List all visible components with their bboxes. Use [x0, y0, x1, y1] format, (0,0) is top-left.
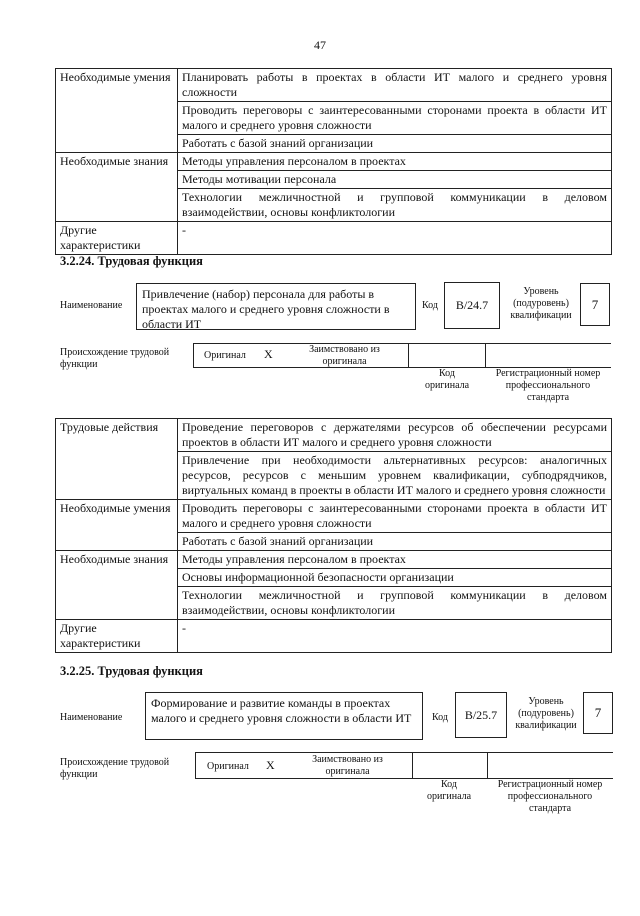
code-label: Код [432, 712, 448, 723]
original-code-caption: Код оригинала [426, 779, 472, 802]
table-row-label: Необходимые знания [56, 551, 178, 620]
code-label: Код [422, 300, 438, 311]
level-box: 7 [580, 283, 610, 326]
table-cell: Технологии межличностной и групповой коммуникации в деловом взаимодействии, основы конфликтологии [178, 189, 612, 222]
table-cell: Основы информационной безопасности организации [178, 569, 612, 587]
table-row-label: Трудовые действия [56, 419, 178, 500]
table-row-label: Другие характеристики [56, 222, 178, 255]
code-box: B/25.7 [455, 692, 507, 738]
page-number: 47 [314, 38, 326, 52]
borrowed-label: Заимствовано из оригинала [309, 344, 380, 367]
table-cell: Привлечение при необходимости альтернативных ресурсов: аналогичных ресурсов, ресурсов с меньшим уровнем квалификации, субподрядчиков, виртуальных команд в проекты в области ИТ малого и среднего уровня сложности [178, 452, 612, 500]
table-row-label: Необходимые умения [56, 69, 178, 153]
name-label: Наименование [60, 712, 123, 723]
level-label: Уровень (подуровень) квалификации [515, 696, 577, 731]
original-label: Оригинал [204, 350, 246, 361]
table-cell: Планировать работы в проектах в области ИТ малого и среднего уровня сложности [178, 69, 612, 102]
table-row-label: Другие характеристики [56, 620, 178, 653]
table-cell: Работать с базой знаний организации [178, 533, 612, 551]
table-cell: Методы управления персоналом в проектах [178, 153, 612, 171]
function-name-box: Формирование и развитие команды в проектах малого и среднего уровня сложности в области ИТ [145, 692, 423, 740]
table-row-label: Необходимые умения [56, 500, 178, 551]
table-cell: Методы мотивации персонала [178, 171, 612, 189]
table-cell: - [178, 620, 612, 653]
original-mark: X [264, 347, 273, 361]
table-cell: Проводить переговоры с заинтересованными сторонами проекта в области ИТ малого и среднего уровня сложности [178, 102, 612, 135]
requirements-table-1 [55, 68, 612, 255]
name-label: Наименование [60, 300, 123, 311]
origin-label: Происхождение трудовой функции [60, 757, 170, 780]
registration-number-caption: Регистрационный номер профессионального стандарта [495, 368, 601, 403]
registration-number-caption: Регистрационный номер профессионального стандарта [497, 779, 603, 814]
table-cell: Методы управления персоналом в проектах [178, 551, 612, 569]
section-title: 3.2.25. Трудовая функция [60, 664, 203, 678]
original-label: Оригинал [207, 761, 249, 772]
table-cell: - [178, 222, 612, 255]
original-mark: X [266, 758, 275, 772]
requirements-table-2 [55, 418, 612, 653]
table-cell: Проводить переговоры с заинтересованными сторонами проекта в области ИТ малого и среднего уровня сложности [178, 500, 612, 533]
code-box: B/24.7 [444, 282, 500, 329]
section-title: 3.2.24. Трудовая функция [60, 254, 203, 268]
table-cell: Технологии межличностной и групповой коммуникации в деловом взаимодействии, основы конфликтологии [178, 587, 612, 620]
function-name-box: Привлечение (набор) персонала для работы в проектах малого и среднего уровня сложности в области ИТ [136, 283, 416, 330]
origin-label: Происхождение трудовой функции [60, 347, 170, 370]
table-row-label: Необходимые знания [56, 153, 178, 222]
borrowed-label: Заимствовано из оригинала [312, 754, 383, 777]
level-label: Уровень (подуровень) квалификации [510, 286, 572, 321]
original-code-caption: Код оригинала [424, 368, 470, 391]
level-box: 7 [583, 692, 613, 734]
table-cell: Работать с базой знаний организации [178, 135, 612, 153]
table-cell: Проведение переговоров с держателями ресурсов об обеспечении ресурсами проектов в области ИТ малого и среднего уровня сложности [178, 419, 612, 452]
